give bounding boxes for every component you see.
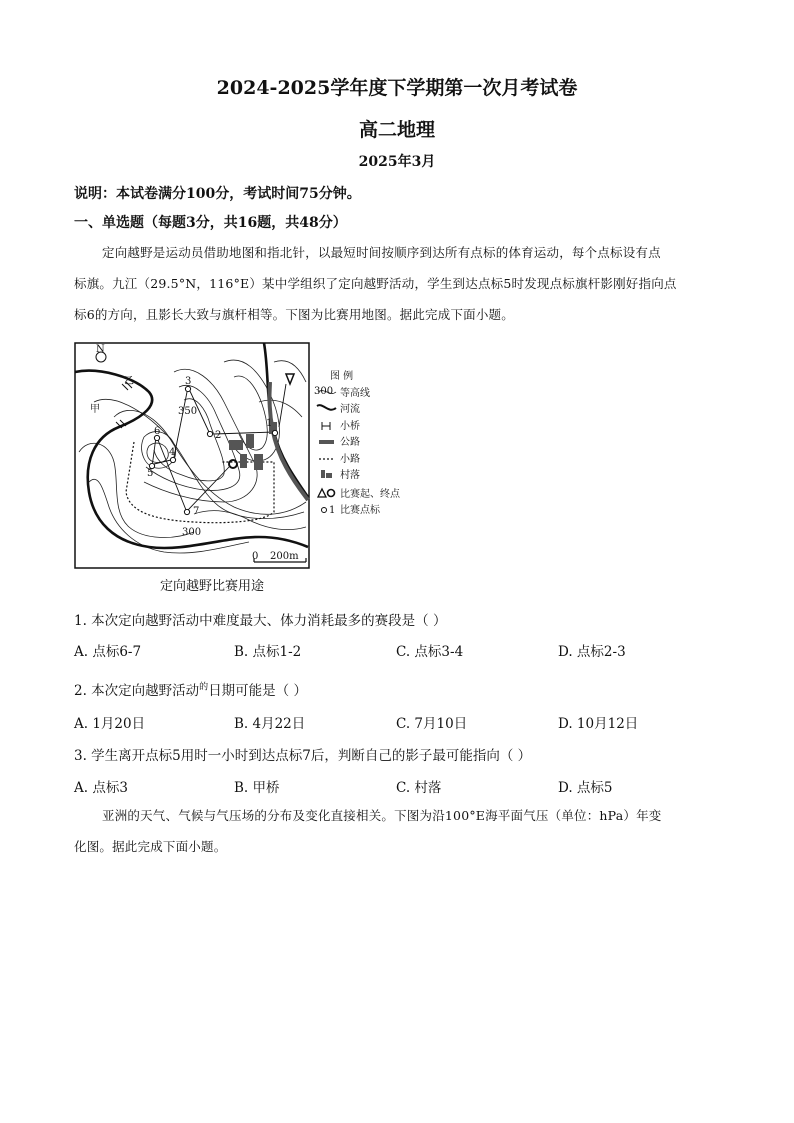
contour-300-b: 300 — [182, 527, 202, 538]
question-1-stem: 1. 本次定向越野活动中难度最大、体力消耗最多的赛段是（ ） — [74, 613, 447, 629]
map-caption: 定向越野比赛用途 — [160, 579, 265, 594]
legend-checkpoint: 比赛点标 — [340, 505, 380, 516]
legend-point-sample: 1 — [329, 505, 336, 516]
checkpoint-1 — [272, 430, 277, 435]
checkpoint-4 — [170, 457, 175, 462]
start-flag — [286, 374, 294, 384]
scale-zero: 0 — [252, 551, 259, 562]
passage2-line1: 亚洲的天气、气候与气压场的分布及变化直接相关。下图为沿100°E海平面气压（单位：hPa）年变 — [102, 808, 662, 823]
checkpoint-4-label: 4 — [169, 447, 176, 458]
question-3-option-c[interactable]: C. 村落 — [396, 780, 442, 796]
question-3-option-a[interactable]: A. 点标3 — [74, 780, 128, 796]
question-3-option-b[interactable]: B. 甲桥 — [234, 780, 280, 796]
legend-river: 河流 — [340, 404, 360, 415]
checkpoint-3 — [185, 386, 190, 391]
question-2-stem-tail: 日期可能是（ ） — [208, 683, 307, 699]
legend-village: 村落 — [340, 470, 360, 481]
legend-contour: 等高线 — [340, 388, 370, 399]
question-1-option-d[interactable]: D. 点标2-3 — [558, 644, 626, 660]
bridge-jia-label: 甲 — [90, 404, 100, 415]
contour-lines — [79, 360, 306, 553]
checkpoint-3-label: 3 — [185, 376, 192, 387]
checkpoint-2-label: 2 — [215, 430, 222, 441]
section-heading: 一、单选题（每题3分，共16题，共48分） — [74, 215, 347, 231]
instructions: 说明：本试卷满分100分，考试时间75分钟。 — [74, 186, 361, 202]
checkpoint-6-label: 6 — [154, 426, 161, 437]
road — [270, 382, 308, 500]
exam-title: 2024-2025学年度下学期第一次月考试卷 — [216, 77, 578, 99]
question-1-option-b[interactable]: B. 点标1-2 — [234, 644, 302, 660]
checkpoint-1-label: 1 — [266, 418, 273, 429]
checkpoint-7-label: 7 — [193, 506, 200, 517]
exam-date: 2025年3月 — [358, 154, 436, 170]
passage1-line3: 标6的方向，且影长大致与旗杆相等。下图为比赛用地图。据此完成下面小题。 — [74, 307, 514, 322]
subject-title: 高二地理 — [358, 119, 435, 141]
finish-circle — [229, 460, 237, 468]
question-1-option-c[interactable]: C. 点标3-4 — [396, 644, 464, 660]
legend-road: 公路 — [340, 437, 360, 448]
passage1-line2: 标旗。九江（29.5°N，116°E）某中学组织了定向越野活动，学生到达点标5时发现点标旗杆影刚好指向点 — [74, 276, 677, 291]
question-3-option-d[interactable]: D. 点标5 — [558, 780, 613, 796]
legend-start-finish: 比赛起、终点 — [340, 489, 400, 500]
checkpoint-7 — [184, 509, 189, 514]
checkpoint-5-label: 5 — [147, 468, 154, 479]
legend-trail: 小路 — [340, 454, 360, 465]
legend-title: 图 例 — [330, 371, 354, 382]
map-svg — [74, 342, 418, 570]
north-label: N — [96, 344, 105, 355]
checkpoint-2 — [207, 431, 212, 436]
bridge-yi-label: 乙 — [124, 376, 134, 387]
question-2-stem-sup: 的 — [199, 682, 209, 693]
passage2-line2: 化图。据此完成下面小题。 — [74, 839, 227, 854]
question-2-stem — [74, 679, 307, 699]
question-2-option-c[interactable]: C. 7月10日 — [396, 716, 468, 732]
question-3-stem: 3. 学生离开点标5用时一小时到达点标7后，判断自己的影子最可能指向（ ） — [74, 748, 532, 764]
legend-bridge: 小桥 — [340, 421, 360, 432]
scale-distance: 200m — [270, 551, 299, 562]
orienteering-map — [74, 342, 418, 570]
question-2-stem-head: 2. 本次定向越野活动 — [74, 683, 200, 699]
question-2-option-b[interactable]: B. 4月22日 — [234, 716, 306, 732]
trail — [126, 442, 274, 523]
question-2-option-a[interactable]: A. 1月20日 — [74, 716, 146, 732]
contour-350: 350 — [178, 406, 198, 417]
contour-300-a: 300 — [314, 386, 334, 397]
passage1-line1: 定向越野是运动员借助地图和指北针，以最短时间按顺序到达所有点标的体育运动，每个点标设有点 — [102, 245, 661, 260]
question-1-option-a[interactable]: A. 点标6-7 — [74, 644, 142, 660]
question-2-option-d[interactable]: D. 10月12日 — [558, 716, 639, 732]
